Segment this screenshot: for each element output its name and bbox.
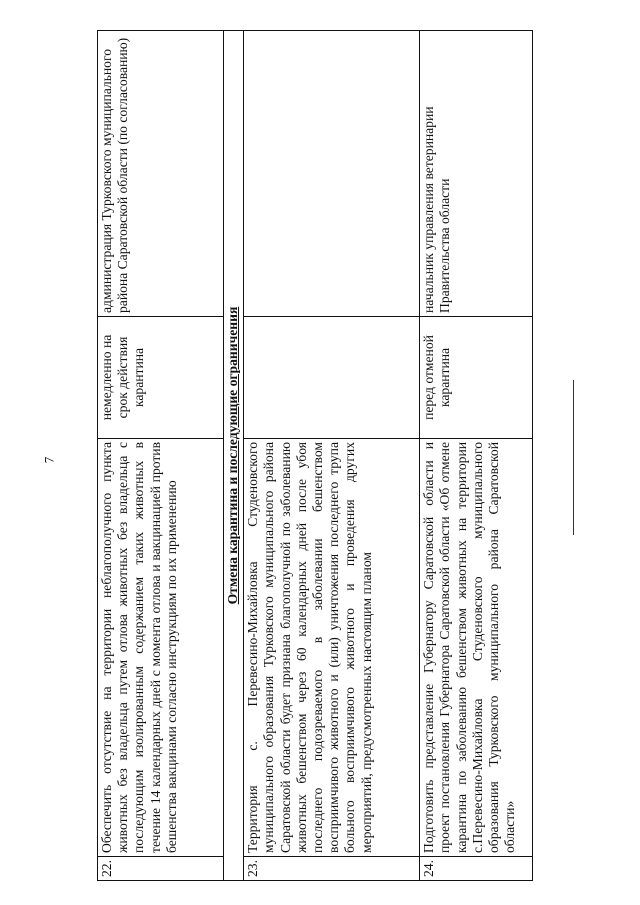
- responsible-cell: [244, 31, 420, 317]
- term-cell: перед отменой карантина: [420, 317, 533, 439]
- footer-rule: [573, 380, 574, 535]
- section-title: Отмена карантина и последующие ограничения: [224, 31, 244, 881]
- term-cell: немедленно на срок действия карантина: [98, 317, 224, 439]
- rotated-page: [97, 11, 517, 881]
- responsible-cell: администрация Турковского муниципального района Саратовской области (по согласованию): [98, 31, 224, 317]
- row-number: 22.: [98, 857, 224, 881]
- row-number: 23.: [244, 857, 420, 881]
- measure-cell: Подготовить представление Губернатору Саратовской области и проект постановления Губернатора Саратовской области «Об отмене карантина по заболеванию бешенством животных на территории с.Перевесино-Михайловка Студеновского муниципального образования Турковского муниципального района Саратовской области»: [420, 439, 533, 857]
- measure-cell: Обеспечить отсутствие на территории неблагополучного пункта животных без владельца путем отлова животных без владельца с последующим изолированным содержанием таких животных в течение 14 календарных дней с момента отлова и вакцинацией против бешенства вакцинами согласно инструкциям по их применению: [98, 439, 224, 857]
- measure-cell: Территория с. Перевесино-Михайловка Студеновского муниципального образования Турковского муниципального района Саратовской области будет признана благополучной по заболеванию животных бешенством через 60 календарных дней после убоя последнего подозреваемого в заболевании бешенством восприимчивого животного и (или) уничтожения последнего трупа больного восприимчивого животного и проведения других мероприятий, предусмотренных настоящим планом: [244, 439, 420, 857]
- section-row: [224, 31, 244, 881]
- responsible-cell: начальник управления ветеринарии Правительства области: [420, 31, 533, 317]
- term-cell: [244, 317, 420, 439]
- table-row: [98, 31, 224, 881]
- table-row: [420, 31, 533, 881]
- page-number: 7: [41, 456, 57, 464]
- plan-table: [97, 30, 533, 881]
- row-number: 24.: [420, 857, 533, 881]
- table-row: [244, 31, 420, 881]
